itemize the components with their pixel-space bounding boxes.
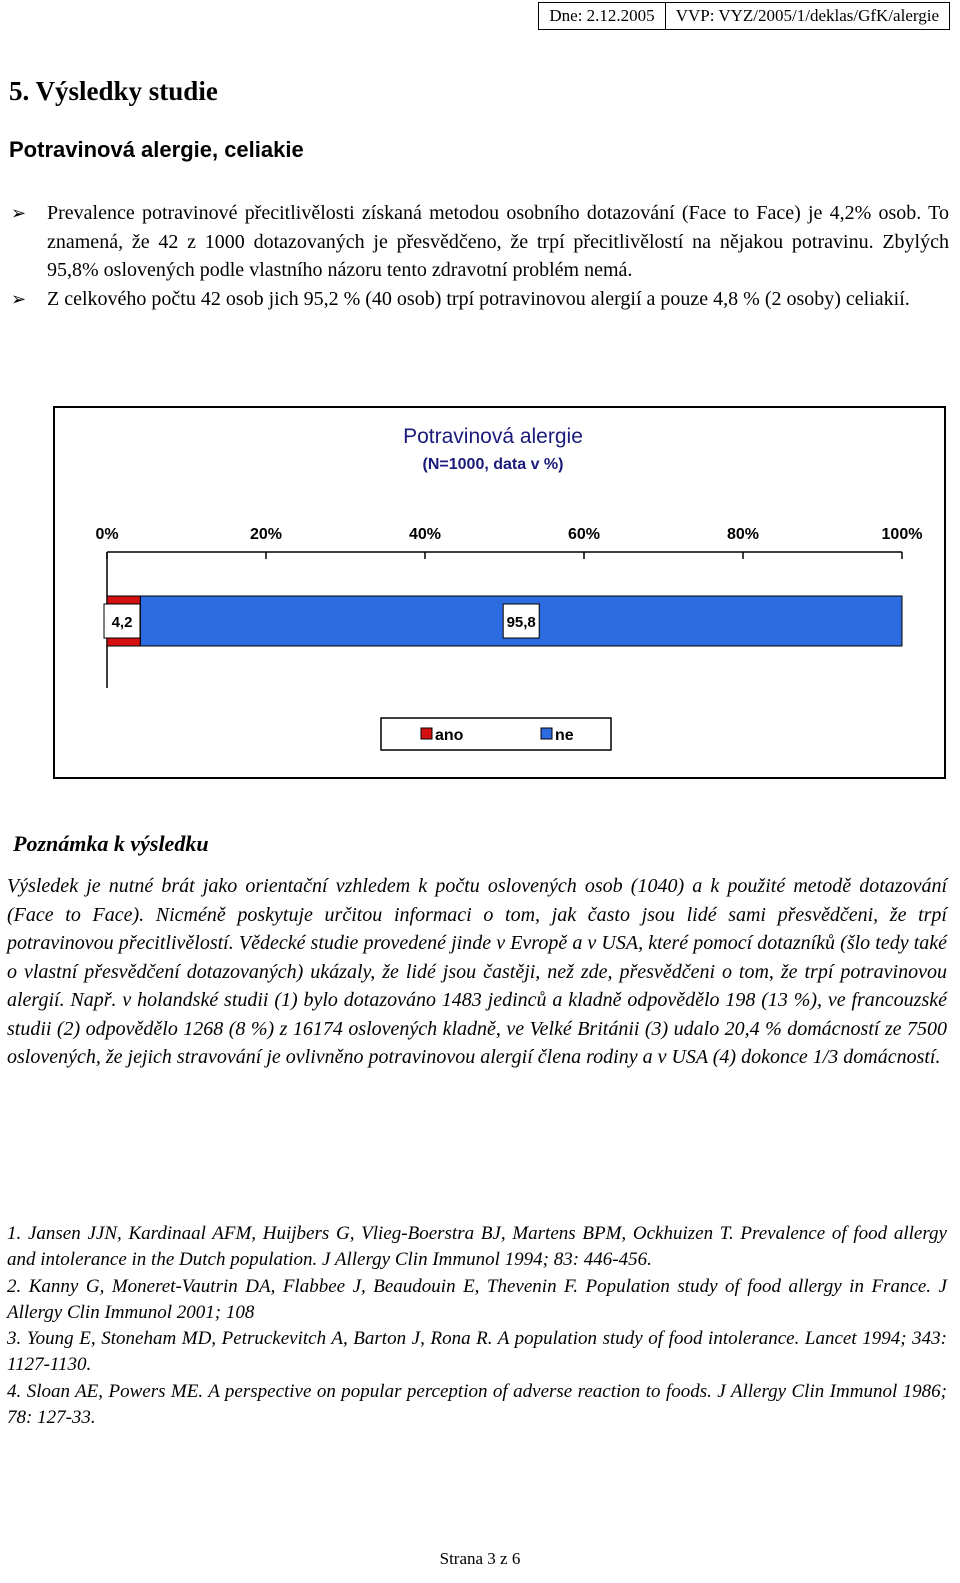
data-label-text: 95,8	[506, 614, 536, 631]
data-label-ne	[503, 604, 539, 638]
note-title: Poznámka k výsledku	[13, 831, 209, 856]
chart-subtitle: (N=1000, data v %)	[422, 456, 564, 473]
note-text: Výsledek je nutné brát jako orientační vzhledem k počtu oslovených osob (1040) a k použité metodě dotazování (Face to Face). Nicméně poskytuje určitou informaci o tom, jak často jsou lidé sami přesvědčeni, že trpí potravinovou přecitlivělostí. Vědecké studie provedené jinde v Evropě a v USA, které pomocí dotazníků (šlo tedy také o vlastní přesvědčení dotazovaných) ukázaly, že lidé jsou častěji, než zde, přesvědčeni o tom, že trpí potravinovou alergií. Např. v holandské studii (1) bylo dotazováno 1483 jedinců a kladně odpovědělo 198 (13 %), ve francouzské studii (2) odpovědělo 1268 (8 %) z 16174 oslovených kladně, ve Velké Británii (3) udalo 20,4 % domácností ze 7500 oslovených, že jejich stravování je ovlivněno potravinovou alergií člena rodiny a v USA (4) dokonce 1/3 domácností.	[7, 875, 947, 1068]
x-tick-label: 20%	[249, 526, 283, 543]
legend-label-ano: ano	[435, 727, 464, 744]
bullet-item	[9, 199, 949, 285]
allergy-chart	[53, 406, 946, 779]
document-header	[538, 2, 950, 30]
x-tick-label: 80%	[726, 526, 760, 543]
legend-label-ne: ne	[555, 727, 574, 744]
subsection-title: Potravinová alergie, celiakie	[9, 137, 304, 162]
legend-swatch-ne	[541, 728, 552, 739]
x-tick-label: 100%	[881, 526, 923, 543]
chart-canvas	[55, 408, 944, 777]
section-title: 5. Výsledky studie	[9, 76, 218, 106]
header-reference: VVP: VYZ/2005/1/deklas/GfK/alergie	[665, 3, 949, 29]
legend	[381, 718, 611, 750]
bullet-item	[9, 285, 949, 314]
x-tick-label: 40%	[408, 526, 442, 543]
bullet-list	[9, 199, 949, 313]
reference-item: 2. Kanny G, Moneret-Vautrin DA, Flabbee J, Beaudouin E, Thevenin F. Population study of food allergy in France. J Allergy Clin Immunol 2001; 108	[7, 1275, 947, 1323]
bullet-text: Prevalence potravinové přecitlivělosti získaná metodou osobního dotazování (Face to Face) je 4,2% osob. To znamená, že 42 z 1000 dotazovaných je přesvědčeno, že trpí přecitlivělostí na nějakou potravinu. Zbylých 95,8% oslovených podle vlastního názoru tento zdravotní problém nemá.	[47, 202, 949, 281]
bullet-text: Z celkového počtu 42 osob jich 95,2 % (40 osob) trpí potravinovou alergií a pouze 4,8 % (2 osoby) celiakií.	[47, 287, 910, 310]
data-label-ano	[104, 604, 140, 638]
data-label-text: 4,2	[111, 614, 133, 631]
reference-item: 3. Young E, Stoneham MD, Petruckevitch A, Barton J, Rona R. A population study of food intolerance. Lancet 1994; 343: 1127-1130.	[7, 1328, 947, 1376]
x-tick-label: 60%	[567, 526, 601, 543]
x-tick-label: 0%	[95, 526, 119, 543]
reference-item: 1. Jansen JJN, Kardinaal AFM, Huijbers G, Vlieg-Boerstra BJ, Martens BPM, Ockhuizen T. Prevalence of food allergy and intolerance in the Dutch population. J Allergy Clin Immunol 1994; 83: 446-456.	[7, 1223, 947, 1271]
reference-list	[7, 1221, 947, 1431]
legend-frame	[381, 718, 611, 750]
arrow-bullet-icon: ➢	[11, 288, 27, 309]
header-date: Dne: 2.12.2005	[549, 6, 655, 25]
chart-title: Potravinová alergie	[403, 425, 583, 448]
arrow-bullet-icon: ➢	[11, 203, 27, 223]
page-number: Strana 3 z 6	[439, 1549, 521, 1568]
legend-swatch-ano	[421, 728, 432, 739]
reference-item: 4. Sloan AE, Powers ME. A perspective on popular perception of adverse reaction to foods. J Allergy Clin Immunol 1986; 78: 127-33.	[7, 1380, 947, 1429]
